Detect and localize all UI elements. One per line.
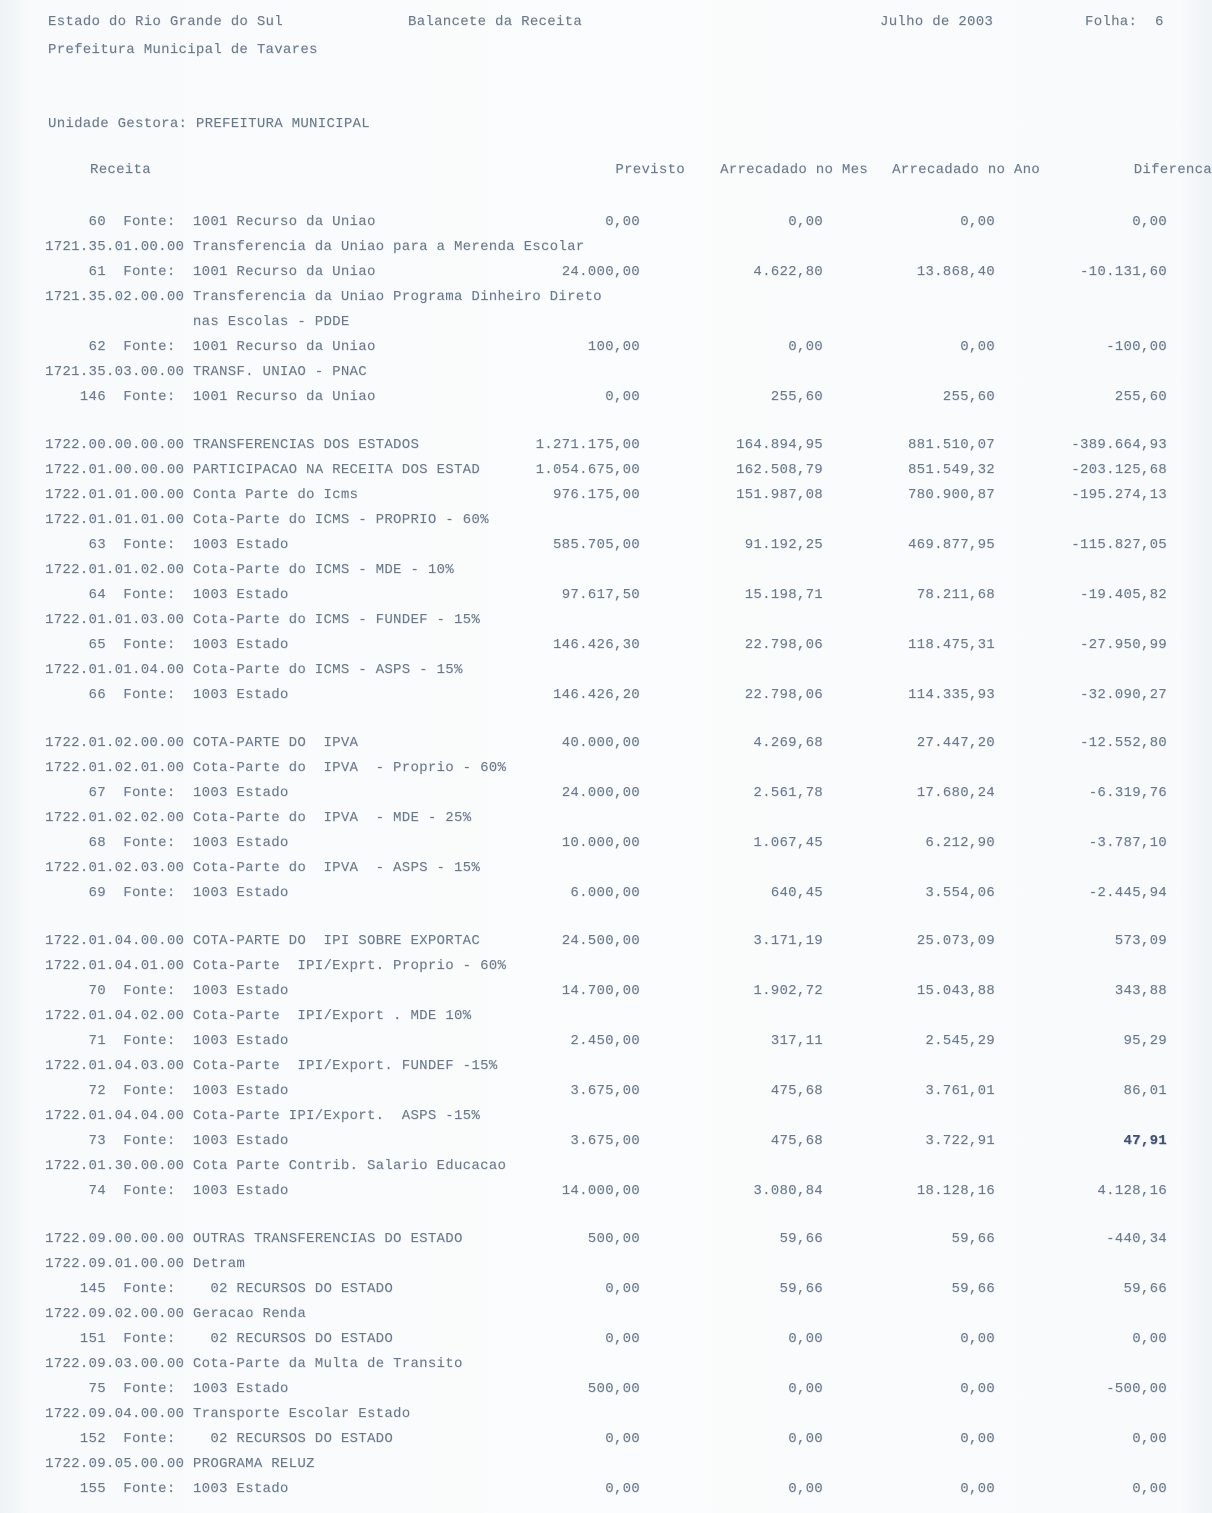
cell-previsto: 100,00 (587, 339, 640, 355)
row-description: 1722.01.02.00.00 COTA-PARTE DO IPVA (45, 735, 359, 751)
cell-diferenca: -100,00 (1106, 339, 1167, 355)
row-description: 1722.01.04.01.00 Cota-Parte IPI/Exprt. Proprio - 60% (45, 958, 507, 974)
row-description: 1722.01.00.00.00 PARTICIPACAO NA RECEITA DOS ESTAD (45, 462, 481, 478)
table-row (0, 385, 1212, 410)
row-description: 70 Fonte: 1003 Estado (45, 983, 289, 999)
cell-previsto: 3.675,00 (570, 1133, 640, 1149)
table-row (0, 1377, 1212, 1402)
cell-previsto: 40.000,00 (561, 735, 640, 751)
cell-arrecadado-ano: 3.554,06 (925, 885, 995, 901)
managing-unit-line: Unidade Gestora: PREFEITURA MUNICIPAL (48, 116, 370, 132)
cell-previsto: 1.054.675,00 (535, 462, 640, 478)
table-row (0, 1227, 1212, 1252)
table-row-spacer (0, 1204, 1212, 1227)
state-name: Estado do Rio Grande do Sul (48, 14, 283, 30)
row-description: 1722.01.04.02.00 Cota-Parte IPI/Export . MDE 10% (45, 1008, 472, 1024)
table-row (0, 608, 1212, 633)
cell-arrecadado-mes: 91.192,25 (744, 537, 823, 553)
cell-arrecadado-mes: 22.798,06 (744, 687, 823, 703)
cell-diferenca: -389.664,93 (1071, 437, 1167, 453)
table-row (0, 979, 1212, 1004)
row-description: 66 Fonte: 1003 Estado (45, 687, 289, 703)
row-description: 1722.09.01.00.00 Detram (45, 1256, 246, 1272)
cell-diferenca: 4.128,16 (1097, 1183, 1167, 1199)
row-description: 68 Fonte: 1003 Estado (45, 835, 289, 851)
row-description: 63 Fonte: 1003 Estado (45, 537, 289, 553)
cell-previsto: 3.675,00 (570, 1083, 640, 1099)
cell-previsto: 10.000,00 (561, 835, 640, 851)
table-row (0, 881, 1212, 906)
cell-arrecadado-ano: 0,00 (960, 1481, 995, 1497)
cell-arrecadado-mes: 0,00 (788, 339, 823, 355)
cell-diferenca: -12.552,80 (1079, 735, 1167, 751)
row-description: 1721.35.03.00.00 TRANSF. UNIAO - PNAC (45, 364, 367, 380)
row-description: 1722.01.01.00.00 Conta Parte do Icms (45, 487, 359, 503)
cell-arrecadado-ano: 114.335,93 (907, 687, 995, 703)
report-title: Balancete da Receita (408, 14, 583, 30)
row-description: 1722.01.04.00.00 COTA-PARTE DO IPI SOBRE EXPORTAC (45, 933, 481, 949)
row-description: 146 Fonte: 1001 Recurso da Uniao (45, 389, 376, 405)
cell-arrecadado-mes: 640,45 (770, 885, 823, 901)
row-description: 1722.01.02.03.00 Cota-Parte do IPVA - ASPS - 15% (45, 860, 481, 876)
column-header-previsto: Previsto (615, 162, 685, 178)
cell-previsto: 14.700,00 (561, 983, 640, 999)
cell-previsto: 500,00 (587, 1231, 640, 1247)
cell-previsto: 2.450,00 (570, 1033, 640, 1049)
table-row (0, 731, 1212, 756)
table-row (0, 781, 1212, 806)
row-description: 1722.01.01.03.00 Cota-Parte do ICMS - FUNDEF - 15% (45, 612, 481, 628)
table-row (0, 508, 1212, 533)
cell-arrecadado-ano: 881.510,07 (907, 437, 995, 453)
table-row (0, 831, 1212, 856)
table-row (0, 583, 1212, 608)
table-row (0, 806, 1212, 831)
row-description: 1722.01.02.02.00 Cota-Parte do IPVA - MDE - 25% (45, 810, 472, 826)
row-description: 1722.01.01.01.00 Cota-Parte do ICMS - PROPRIO - 60% (45, 512, 489, 528)
row-description: 1722.01.30.00.00 Cota Parte Contrib. Salario Educacao (45, 1158, 507, 1174)
cell-arrecadado-mes: 255,60 (770, 389, 823, 405)
table-row (0, 1104, 1212, 1129)
row-description: 75 Fonte: 1003 Estado (45, 1381, 289, 1397)
cell-arrecadado-ano: 25.073,09 (916, 933, 995, 949)
table-row (0, 929, 1212, 954)
cell-diferenca: -3.787,10 (1088, 835, 1167, 851)
table-row (0, 210, 1212, 235)
cell-diferenca: -32.090,27 (1079, 687, 1167, 703)
row-description: 61 Fonte: 1001 Recurso da Uniao (45, 264, 376, 280)
table-column-headers (0, 162, 1212, 178)
table-row-spacer (0, 906, 1212, 929)
table-row (0, 954, 1212, 979)
table-row (0, 1129, 1212, 1154)
cell-arrecadado-ano: 2.545,29 (925, 1033, 995, 1049)
sheet-label: Folha: (1085, 14, 1138, 30)
cell-arrecadado-mes: 2.561,78 (753, 785, 823, 801)
cell-arrecadado-mes: 475,68 (770, 1083, 823, 1099)
row-description: 1722.01.04.04.00 Cota-Parte IPI/Export. ASPS -15% (45, 1108, 481, 1124)
cell-arrecadado-ano: 118.475,31 (907, 637, 995, 653)
column-header-receita: Receita (90, 162, 151, 178)
cell-arrecadado-ano: 3.722,91 (925, 1133, 995, 1149)
table-rows (0, 210, 1212, 1502)
cell-previsto: 0,00 (605, 1431, 640, 1447)
cell-arrecadado-ano: 0,00 (960, 214, 995, 230)
cell-arrecadado-ano: 17.680,24 (916, 785, 995, 801)
cell-previsto: 0,00 (605, 214, 640, 230)
cell-diferenca: 0,00 (1132, 214, 1167, 230)
row-description: 1721.35.02.00.00 Transferencia da Uniao Programa Dinheiro Direto (45, 289, 602, 305)
cell-previsto: 976.175,00 (552, 487, 640, 503)
table-row (0, 1252, 1212, 1277)
cell-arrecadado-mes: 162.508,79 (735, 462, 823, 478)
table-row (0, 1179, 1212, 1204)
cell-arrecadado-mes: 59,66 (779, 1281, 823, 1297)
cell-arrecadado-mes: 0,00 (788, 214, 823, 230)
cell-diferenca: -203.125,68 (1071, 462, 1167, 478)
row-description: 1722.00.00.00.00 TRANSFERENCIAS DOS ESTADOS (45, 437, 420, 453)
cell-arrecadado-ano: 59,66 (951, 1231, 995, 1247)
table-row (0, 1154, 1212, 1179)
row-description: 69 Fonte: 1003 Estado (45, 885, 289, 901)
sheet-number: 6 (1155, 14, 1164, 30)
table-row (0, 1477, 1212, 1502)
cell-arrecadado-mes: 0,00 (788, 1431, 823, 1447)
cell-arrecadado-ano: 27.447,20 (916, 735, 995, 751)
cell-arrecadado-mes: 0,00 (788, 1381, 823, 1397)
cell-previsto: 0,00 (605, 1281, 640, 1297)
cell-diferenca: 0,00 (1132, 1331, 1167, 1347)
cell-arrecadado-ano: 0,00 (960, 339, 995, 355)
row-description: 1722.09.05.00.00 PROGRAMA RELUZ (45, 1456, 315, 1472)
row-description: 65 Fonte: 1003 Estado (45, 637, 289, 653)
cell-arrecadado-mes: 1.067,45 (753, 835, 823, 851)
row-description: 145 Fonte: 02 RECURSOS DO ESTADO (45, 1281, 394, 1297)
row-description: 72 Fonte: 1003 Estado (45, 1083, 289, 1099)
cell-diferenca: 95,29 (1123, 1033, 1167, 1049)
row-description: nas Escolas - PDDE (45, 314, 350, 330)
cell-diferenca: -500,00 (1106, 1381, 1167, 1397)
cell-arrecadado-ano: 0,00 (960, 1431, 995, 1447)
cell-arrecadado-ano: 0,00 (960, 1381, 995, 1397)
table-row (0, 683, 1212, 708)
table-row (0, 658, 1212, 683)
table-row (0, 558, 1212, 583)
cell-previsto: 146.426,30 (552, 637, 640, 653)
column-header-arrecadado-mes: Arrecadado no Mes (720, 162, 868, 178)
table-row (0, 1079, 1212, 1104)
table-row (0, 856, 1212, 881)
table-row (0, 1402, 1212, 1427)
cell-arrecadado-mes: 151.987,08 (735, 487, 823, 503)
row-description: 62 Fonte: 1001 Recurso da Uniao (45, 339, 376, 355)
row-description: 1722.01.01.02.00 Cota-Parte do ICMS - MDE - 10% (45, 562, 454, 578)
table-row (0, 1302, 1212, 1327)
row-description: 1722.01.04.03.00 Cota-Parte IPI/Export. FUNDEF -15% (45, 1058, 498, 1074)
cell-arrecadado-ano: 18.128,16 (916, 1183, 995, 1199)
cell-previsto: 24.000,00 (561, 264, 640, 280)
row-description: 71 Fonte: 1003 Estado (45, 1033, 289, 1049)
cell-arrecadado-ano: 13.868,40 (916, 264, 995, 280)
cell-arrecadado-ano: 851.549,32 (907, 462, 995, 478)
table-row-spacer (0, 410, 1212, 433)
cell-arrecadado-mes: 4.269,68 (753, 735, 823, 751)
cell-arrecadado-ano: 59,66 (951, 1281, 995, 1297)
cell-arrecadado-mes: 59,66 (779, 1231, 823, 1247)
table-row (0, 1277, 1212, 1302)
table-row (0, 1054, 1212, 1079)
table-row (0, 458, 1212, 483)
cell-diferenca: -6.319,76 (1088, 785, 1167, 801)
row-description: 1722.09.03.00.00 Cota-Parte da Multa de Transito (45, 1356, 463, 1372)
cell-previsto: 1.271.175,00 (535, 437, 640, 453)
row-description: 60 Fonte: 1001 Recurso da Uniao (45, 214, 376, 230)
table-row (0, 335, 1212, 360)
table-row (0, 433, 1212, 458)
cell-arrecadado-mes: 0,00 (788, 1481, 823, 1497)
cell-diferenca: -440,34 (1106, 1231, 1167, 1247)
cell-diferenca: 86,01 (1123, 1083, 1167, 1099)
table-row (0, 310, 1212, 335)
municipality-name: Prefeitura Municipal de Tavares (48, 42, 318, 58)
table-row (0, 483, 1212, 508)
cell-arrecadado-ano: 6.212,90 (925, 835, 995, 851)
cell-arrecadado-mes: 15.198,71 (744, 587, 823, 603)
row-description: 73 Fonte: 1003 Estado (45, 1133, 289, 1149)
cell-diferenca: 343,88 (1114, 983, 1167, 999)
cell-diferenca: -2.445,94 (1088, 885, 1167, 901)
table-row (0, 533, 1212, 558)
table-row (0, 1004, 1212, 1029)
row-description: 1722.01.01.04.00 Cota-Parte do ICMS - ASPS - 15% (45, 662, 463, 678)
table-row (0, 285, 1212, 310)
cell-arrecadado-ano: 0,00 (960, 1331, 995, 1347)
cell-previsto: 0,00 (605, 1331, 640, 1347)
cell-previsto: 24.000,00 (561, 785, 640, 801)
row-description: 152 Fonte: 02 RECURSOS DO ESTADO (45, 1431, 394, 1447)
cell-previsto: 585.705,00 (552, 537, 640, 553)
table-row (0, 1029, 1212, 1054)
cell-arrecadado-mes: 3.080,84 (753, 1183, 823, 1199)
row-description: 1722.09.00.00.00 OUTRAS TRANSFERENCIAS DO ESTADO (45, 1231, 463, 1247)
cell-previsto: 500,00 (587, 1381, 640, 1397)
cell-arrecadado-mes: 317,11 (770, 1033, 823, 1049)
row-description: 67 Fonte: 1003 Estado (45, 785, 289, 801)
cell-diferenca: 573,09 (1114, 933, 1167, 949)
cell-arrecadado-ano: 3.761,01 (925, 1083, 995, 1099)
cell-previsto: 0,00 (605, 1481, 640, 1497)
cell-diferenca: -195.274,13 (1071, 487, 1167, 503)
table-row (0, 1352, 1212, 1377)
table-row-spacer (0, 708, 1212, 731)
row-description: 151 Fonte: 02 RECURSOS DO ESTADO (45, 1331, 394, 1347)
cell-arrecadado-ano: 15.043,88 (916, 983, 995, 999)
row-description: 64 Fonte: 1003 Estado (45, 587, 289, 603)
row-description: 1722.09.02.00.00 Geracao Renda (45, 1306, 307, 1322)
row-description: 74 Fonte: 1003 Estado (45, 1183, 289, 1199)
cell-arrecadado-mes: 22.798,06 (744, 637, 823, 653)
cell-diferenca: 0,00 (1132, 1481, 1167, 1497)
cell-arrecadado-ano: 255,60 (942, 389, 995, 405)
cell-arrecadado-mes: 3.171,19 (753, 933, 823, 949)
row-description: 155 Fonte: 1003 Estado (45, 1481, 289, 1497)
column-header-arrecadado-ano: Arrecadado no Ano (892, 162, 1040, 178)
table-row (0, 1452, 1212, 1477)
cell-arrecadado-ano: 780.900,87 (907, 487, 995, 503)
cell-previsto: 146.426,20 (552, 687, 640, 703)
cell-diferenca: 47,91 (1123, 1133, 1167, 1149)
cell-arrecadado-mes: 164.894,95 (735, 437, 823, 453)
table-row (0, 633, 1212, 658)
cell-previsto: 14.000,00 (561, 1183, 640, 1199)
row-description: 1721.35.01.00.00 Transferencia da Uniao para a Merenda Escolar (45, 239, 585, 255)
table-row (0, 235, 1212, 260)
cell-diferenca: -19.405,82 (1079, 587, 1167, 603)
cell-previsto: 97.617,50 (561, 587, 640, 603)
table-row (0, 1427, 1212, 1452)
cell-arrecadado-mes: 0,00 (788, 1331, 823, 1347)
row-description: 1722.09.04.00.00 Transporte Escolar Estado (45, 1406, 411, 1422)
row-description: 1722.01.02.01.00 Cota-Parte do IPVA - Proprio - 60% (45, 760, 507, 776)
table-row (0, 1327, 1212, 1352)
table-row (0, 756, 1212, 781)
table-row (0, 260, 1212, 285)
cell-previsto: 0,00 (605, 389, 640, 405)
cell-previsto: 24.500,00 (561, 933, 640, 949)
cell-arrecadado-mes: 4.622,80 (753, 264, 823, 280)
cell-arrecadado-ano: 469.877,95 (907, 537, 995, 553)
cell-arrecadado-ano: 78.211,68 (916, 587, 995, 603)
cell-previsto: 6.000,00 (570, 885, 640, 901)
cell-diferenca: 0,00 (1132, 1431, 1167, 1447)
cell-diferenca: 59,66 (1123, 1281, 1167, 1297)
cell-arrecadado-mes: 475,68 (770, 1133, 823, 1149)
cell-arrecadado-mes: 1.902,72 (753, 983, 823, 999)
cell-diferenca: -10.131,60 (1079, 264, 1167, 280)
cell-diferenca: -27.950,99 (1079, 637, 1167, 653)
cell-diferenca: 255,60 (1114, 389, 1167, 405)
column-header-diferenca: Diferenca (1133, 162, 1212, 178)
table-row (0, 360, 1212, 385)
cell-diferenca: -115.827,05 (1071, 537, 1167, 553)
report-period: Julho de 2003 (880, 14, 994, 30)
